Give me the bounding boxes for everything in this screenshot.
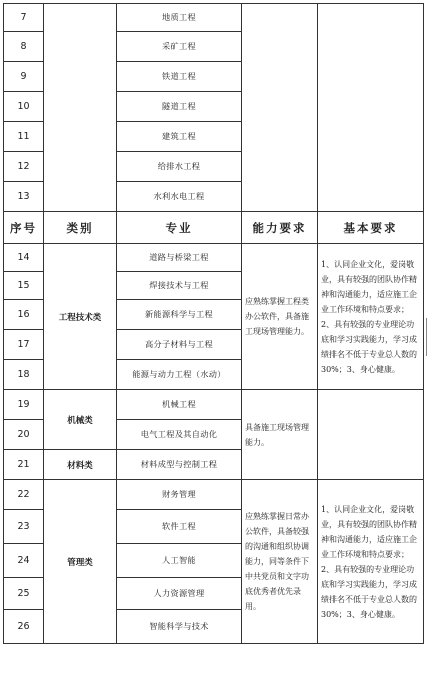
ability-cell: 应熟练掌握日常办公软件，具备较强的沟通和组织协调能力，同等条件下中共党员和文字功底优秀者优先录用。 (242, 480, 318, 644)
basic-cell-empty (318, 4, 424, 212)
header-basic: 基本要求 (318, 212, 424, 244)
major-cell: 能源与动力工程（水动） (117, 360, 242, 390)
category-cell-empty (44, 4, 117, 212)
row-number: 21 (4, 450, 44, 480)
major-cell: 软件工程 (117, 510, 242, 544)
row-number: 11 (4, 122, 44, 152)
row-number: 17 (4, 330, 44, 360)
page-edge-mark (426, 318, 427, 356)
major-cell: 机械工程 (117, 390, 242, 420)
row-number: 25 (4, 578, 44, 610)
major-cell: 建筑工程 (117, 122, 242, 152)
header-ability: 能力要求 (242, 212, 318, 244)
major-cell: 焊接技术与工程 (117, 272, 242, 300)
category-cell: 工程技术类 (44, 244, 117, 390)
table-row (4, 390, 424, 420)
major-cell: 高分子材料与工程 (117, 330, 242, 360)
table-row (4, 4, 424, 32)
row-number: 10 (4, 92, 44, 122)
table-header-row (4, 212, 424, 244)
requirements-table (3, 3, 424, 644)
major-cell: 采矿工程 (117, 32, 242, 62)
row-number: 13 (4, 182, 44, 212)
ability-cell-empty (242, 4, 318, 212)
major-cell: 地质工程 (117, 4, 242, 32)
row-number: 12 (4, 152, 44, 182)
basic-cell-empty (318, 390, 424, 480)
row-number: 15 (4, 272, 44, 300)
major-cell: 新能源科学与工程 (117, 300, 242, 330)
major-cell: 铁道工程 (117, 62, 242, 92)
major-cell: 人工智能 (117, 544, 242, 578)
major-cell: 人力资源管理 (117, 578, 242, 610)
header-no: 序号 (4, 212, 44, 244)
row-number: 16 (4, 300, 44, 330)
row-number: 24 (4, 544, 44, 578)
ability-cell: 应熟练掌握工程类办公软件，具备施工现场管理能力。 (242, 244, 318, 390)
row-number: 20 (4, 420, 44, 450)
major-cell: 材料成型与控制工程 (117, 450, 242, 480)
basic-requirements-cell: 1、认同企业文化，爱岗敬业，具有较强的团队协作精神和沟通能力，适应施工企业工作环境和特点要求；2、具有较强的专业理论功底和学习实践能力，学习成绩排名不低于专业总人数的30%；3、身心健康。 (318, 244, 424, 390)
row-number: 26 (4, 610, 44, 644)
major-cell: 智能科学与技术 (117, 610, 242, 644)
category-cell: 管理类 (44, 480, 117, 644)
row-number: 14 (4, 244, 44, 272)
major-cell: 水利水电工程 (117, 182, 242, 212)
table-row (4, 244, 424, 272)
row-number: 22 (4, 480, 44, 510)
category-cell: 材料类 (44, 450, 117, 480)
header-major: 专业 (117, 212, 242, 244)
ability-cell: 具备施工现场管理能力。 (242, 390, 318, 480)
row-number: 8 (4, 32, 44, 62)
table-row (4, 480, 424, 510)
major-cell: 财务管理 (117, 480, 242, 510)
major-cell: 给排水工程 (117, 152, 242, 182)
header-category: 类别 (44, 212, 117, 244)
row-number: 9 (4, 62, 44, 92)
row-number: 19 (4, 390, 44, 420)
row-number: 23 (4, 510, 44, 544)
major-cell: 隧道工程 (117, 92, 242, 122)
row-number: 18 (4, 360, 44, 390)
category-cell: 机械类 (44, 390, 117, 450)
row-number: 7 (4, 4, 44, 32)
major-cell: 电气工程及其自动化 (117, 420, 242, 450)
basic-requirements-cell: 1、认同企业文化，爱岗敬业，具有较强的团队协作精神和沟通能力，适应施工企业工作环境和特点要求；2、具有较强的专业理论功底和学习实践能力，学习成绩排名不低于专业总人数的30%；3、身心健康。 (318, 480, 424, 644)
major-cell: 道路与桥梁工程 (117, 244, 242, 272)
